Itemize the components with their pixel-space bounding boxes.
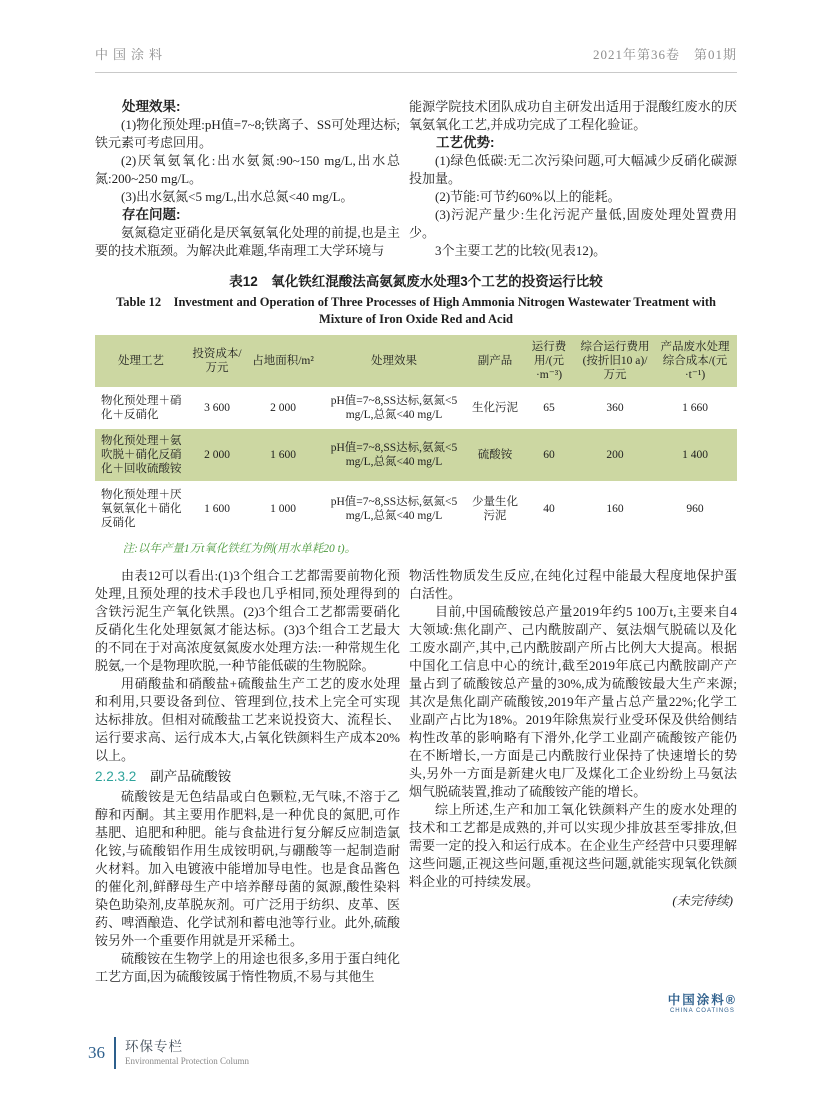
heading-existing-problems: 存在问题:	[122, 207, 181, 222]
running-head	[95, 44, 737, 73]
bottom-columns	[95, 567, 737, 986]
paragraph: 硫酸铵是无色结晶或白色颗粒,无气味,不溶于乙醇和丙酮。其主要用作肥料,是一种优良的氮肥,可作基肥、追肥和种肥。能与食盐进行复分解反应制造氯化铵,与硫酸铝作用生成铵明矾,与硼酸等一起制造耐火材料。加入电镀液中能增加导电性。也是食品酱色的催化剂,鲜酵母生产中培养酵母菌的氮源,酸性染料染色助染剂,皮革脱灰剂。可广泛用于纺织、皮革、医药、啤酒酿造、化学试剂和蓄电池等行业。此外,硫酸铵另外一个重要作用就是开采稀土。	[95, 789, 400, 948]
china-coatings-logo	[668, 993, 737, 1015]
cell-investment: 2 000	[187, 428, 247, 482]
col-header-opcost: 运行费用/(元·m⁻³)	[521, 335, 577, 388]
paragraph: 能源学院技术团队成功自主研发出适用于混酸红废水的厌氧氨氧化工艺,并成功完成了工程化验证。	[409, 99, 737, 132]
cell-investment: 1 600	[204, 503, 230, 515]
cell-effect: pH值=7~8,SS达标,氨氮<5 mg/L,总氮<40 mg/L	[330, 395, 458, 421]
paragraph: 硫酸铵在生物学上的用途也很多,多用于蛋白纯化工艺方面,因为硫酸铵属于惰性物质,不易与其他生	[95, 951, 400, 984]
cell-process: 物化预处理＋氨吹脱＋硝化反硝化＋回收硫酸铵	[95, 428, 187, 482]
section-title: 副产品硫酸铵	[150, 769, 232, 784]
paragraph: 3个主要工艺的比较(见表12)。	[435, 243, 607, 258]
paragraph: (2)节能:可节约60%以上的能耗。	[435, 189, 621, 204]
cell-process: 物化预处理＋硝化＋反硝化	[101, 395, 182, 421]
cell-opcost: 40	[543, 503, 555, 515]
col-header-effect: 处理效果	[319, 335, 469, 388]
cell-opcost: 65	[543, 402, 555, 414]
cell-comprehensive-opcost: 360	[606, 402, 624, 414]
logo-en-text: CHINA COATINGS	[669, 1008, 735, 1014]
cell-total-cost: 1 400	[653, 428, 737, 482]
top-right-column	[409, 98, 737, 260]
cell-area: 1 600	[247, 428, 319, 482]
cell-comprehensive-opcost: 200	[577, 428, 653, 482]
heading-treatment-effect: 处理效果:	[122, 99, 181, 114]
page-number: 36	[88, 1043, 105, 1062]
cell-process: 物化预处理＋厌氧氨氧化＋硝化反硝化	[101, 489, 182, 529]
table-note: 注:以年产量1万t氧化铁红为例(用水单耗20 t)。	[122, 543, 357, 555]
cell-byproduct: 少量生化污泥	[472, 496, 518, 522]
table-header-row	[95, 335, 737, 388]
cell-effect: pH值=7~8,SS达标,氨氮<5 mg/L,总氮<40 mg/L	[330, 496, 458, 522]
cell-opcost: 60	[521, 428, 577, 482]
col-header-byproduct: 副产品	[469, 335, 521, 388]
top-left-column	[95, 98, 400, 260]
col-header-comprehensive-opcost: 综合运行费用(按折旧10 a)/万元	[577, 335, 653, 388]
cell-investment: 3 600	[204, 402, 230, 414]
top-columns	[95, 98, 737, 260]
cell-comprehensive-opcost: 160	[606, 503, 624, 515]
cell-area: 1 000	[270, 503, 296, 515]
table-title-cn: 表12 氧化铁红混酸法高氨氮废水处理3个工艺的投资运行比较	[229, 274, 603, 289]
logo-cn-text: 中国涂料®	[667, 993, 737, 1007]
paragraph: (2)厌氧氨氧化:出水氨氮:90~150 mg/L,出水总氮:200~250 mg/L。	[95, 153, 400, 186]
comparison-table	[95, 335, 737, 537]
paragraph: (1)物化预处理:pH值=7~8;铁离子、SS可处理达标;铁元素可考虑回用。	[95, 117, 400, 150]
bottom-left-column	[95, 567, 400, 986]
column-name-en: Environmental Protection Column	[125, 1056, 249, 1066]
paragraph: 氨氮稳定亚硝化是厌氧氨氧化处理的前提,也是主要的技术瓶颈。为解决此难题,华南理工大学环境与	[95, 225, 400, 258]
column-label	[125, 1039, 249, 1067]
heading-process-advantages: 工艺优势:	[436, 135, 495, 150]
page-footer	[88, 1037, 249, 1069]
to-be-continued-note: (未完待续)	[672, 893, 733, 908]
table-row	[95, 388, 737, 428]
paragraph: 目前,中国硫酸铵总产量2019年约5 100万t,主要来自4大领域:焦化副产、己内酰胺副产、氨法烟气脱硫以及化工废水副产,其中,己内酰胺副产所占比例大大提高。根据中国化工信息中心的统计,截至2019年底己内酰胺副产产量占到了硫酸铵总产量的30%,成为硫酸铵最大生产来源;其次是焦化副产硫酸铵,2019年产量占总产量22%;化学工业副产占比为18%。2019年除焦炭行业受环保及供给侧结构性改革的影响略有下滑外,化学工业副产硫酸铵产能仍在不断增长,一方面是己内酰胺行业保持了快速增长的势头,另外一方面是新建火电厂及煤化工企业纷纷上马氨法烟气脱硫装置,推动了硫酸铵产能的增长。	[409, 604, 737, 799]
table-title-en: Table 12 Investment and Operation of Three Processes of High Ammonia Nitrogen Wastewater Treatment with Mixture of Iron Oxide Red and Acid	[116, 295, 716, 326]
section-heading-2-2-3-2	[95, 767, 400, 786]
col-header-process: 处理工艺	[95, 335, 187, 388]
cell-byproduct: 生化污泥	[472, 402, 518, 414]
page-body	[95, 98, 737, 986]
col-header-area: 占地面积/m²	[247, 335, 319, 388]
paragraph: (3)污泥产量少:生化污泥产量低,固废处理处置费用少。	[409, 207, 737, 240]
issue-info: 2021年第36卷 第01期	[592, 47, 737, 62]
col-header-total-cost: 产品废水处理综合成本/(元·t⁻¹)	[653, 335, 737, 388]
cell-byproduct: 硫酸铵	[469, 428, 521, 482]
paragraph: 由表12可以看出:(1)3个组合工艺都需要前物化预处理,且预处理的技术手段也几乎相同,预处理得到的含铁污泥生产氧化铁黑。(2)3个组合工艺都需要硝化反硝化生化处理氨氮才能达标。(3)3个组合工艺最大的不同在于对高浓度氨氮废水处理方法:一种常规生化脱氨,一个是物理吹脱,一种节能低碳的生物脱除。	[95, 568, 400, 673]
paragraph: (1)绿色低碳:无二次污染问题,可大幅减少反硝化碳源投加量。	[409, 153, 737, 186]
journal-name: 中国涂料	[95, 47, 168, 62]
table-row	[95, 428, 737, 482]
col-header-investment: 投资成本/万元	[187, 335, 247, 388]
paragraph: 物活性物质发生反应,在纯化过程中能最大程度地保护蛋白活性。	[409, 568, 737, 601]
paragraph: (3)出水氨氮<5 mg/L,出水总氮<40 mg/L。	[121, 189, 354, 204]
footer-divider	[114, 1037, 116, 1069]
cell-total-cost: 1 660	[682, 402, 708, 414]
cell-effect: pH值=7~8,SS达标,氨氮<5 mg/L,总氮<40 mg/L	[319, 428, 469, 482]
bottom-right-column	[409, 567, 737, 986]
section-number: 2.2.3.2	[95, 769, 137, 784]
cell-total-cost: 960	[686, 503, 704, 515]
table-block	[95, 272, 737, 557]
column-name-cn: 环保专栏	[125, 1039, 183, 1054]
paragraph: 用硝酸盐和硝酸盐+硫酸盐生产工艺的废水处理和利用,只要设备到位、管理到位,技术上完全可实现达标排放。但相对硫酸盐工艺来说投资大、流程长、运行要求高、运行成本大,占氧化铁颜料生产成本20%以上。	[95, 676, 400, 763]
paragraph: 综上所述,生产和加工氧化铁颜料产生的废水处理的技术和工艺都是成熟的,并可以实现少排放甚至零排放,但需要一定的投入和运行成本。在企业生产经营中只要理解这些问题,正视这些问题,重视这些问题,就能实现氧化铁颜料企业的可持续发展。	[409, 802, 737, 889]
table-row	[95, 482, 737, 536]
cell-area: 2 000	[270, 402, 296, 414]
